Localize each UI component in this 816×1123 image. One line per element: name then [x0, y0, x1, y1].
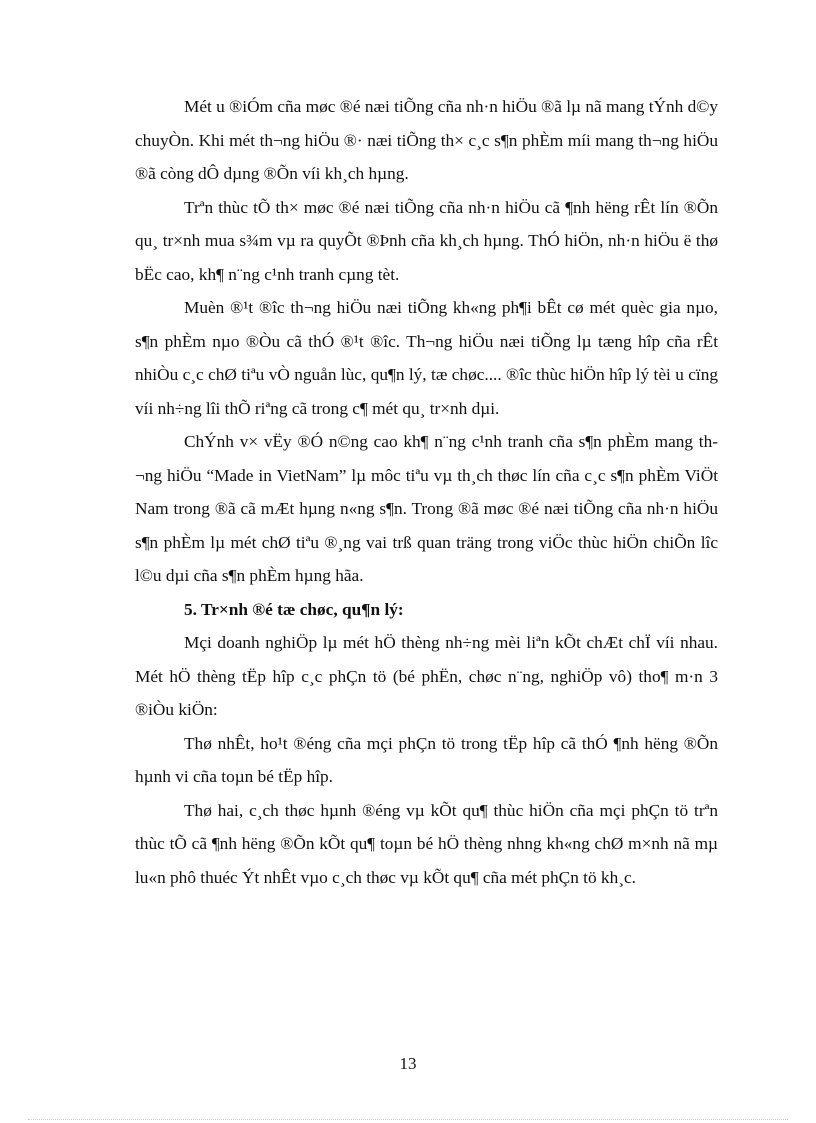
page-bottom-divider	[28, 1119, 788, 1120]
paragraph-4: ChÝnh v× vËy ®Ó n©ng cao kh¶ n¨ng c¹nh tranh cña s¶n phÈm mang th¬ng hiÖu “Made in VietNam” lµ môc tiªu vµ th¸ch thøc lín cña c¸c s¶n phÈm ViÖt Nam trong ®ã cã mÆt hµng n«ng s¶n. Trong ®ã møc ®é næi tiÕng cña nh·n hiÖu s¶n phÈm lµ mét chØ tiªu ®¸ng vai trß quan träng trong viÖc thùc hiÖn chiÕn lîc l©u dµi cña s¶n phÈm hµng hãa.	[135, 432, 718, 585]
paragraph-3: Muèn ®¹t ®îc th¬ng hiÖu næi tiÕng kh«ng ph¶i bÊt cø mét quèc gia nµo, s¶n phÈm nµo ®Òu cã thÓ ®¹t ®îc. Th¬ng hiÖu næi tiÕng lµ tæng hîp cña rÊt nhiÒu c¸c chØ tiªu vÒ nguån lùc, qu¶n lý, tæ chøc.... ®îc thùc hiÖn hîp lý tèi u cïng víi nh÷ng lîi thÕ riªng cã trong c¶ mét qu¸ tr×nh dµi.	[135, 298, 718, 418]
document-body	[135, 90, 718, 894]
page-number: 13	[399, 1054, 417, 1073]
paragraph-1: Mét u ®iÓm cña møc ®é næi tiÕng cña nh·n hiÖu ®ã lµ nã mang tÝnh d©y chuyÒn. Khi mét th¬ng hiÖu ®· næi tiÕng th× c¸c s¶n phÈm míi mang th¬ng hiÖu ®ã còng dÔ dµng ®Õn víi kh¸ch hµng.	[135, 97, 718, 183]
paragraph-2: Trªn thùc tÕ th× møc ®é næi tiÕng cña nh·n hiÖu cã ¶nh hëng rÊt lín ®Õn qu¸ tr×nh mua s¾m vµ ra quyÕt ®Þnh cña kh¸ch hµng. ThÓ hiÖn, nh·n hiÖu ë thø bËc cao, kh¶ n¨ng c¹nh tranh cµng tèt.	[135, 197, 718, 284]
section-paragraph-3: Thø hai, c¸ch thøc hµnh ®éng vµ kÕt qu¶ thùc hiÖn cña mçi phÇn tö trªn thùc tÕ cã ¶nh hëng ®Õn kÕt qu¶ toµn bé hÖ thèng nhng kh«ng chØ m×nh nã mµ lu«n phô thuéc Ýt nhÊt vµo c¸ch thøc vµ kÕt qu¶ cña mét phÇn tö kh¸c.	[135, 800, 718, 887]
section-paragraph-2: Thø nhÊt, ho¹t ®éng cña mçi phÇn tö trong tËp hîp cã thÓ ¶nh hëng ®Õn hµnh vi cña toµn bé tËp hîp.	[135, 733, 718, 786]
section-paragraph-1: Mçi doanh nghiÖp lµ mét hÖ thèng nh÷ng mèi liªn kÕt chÆt chÏ víi nhau. Mét hÖ thèng tËp hîp c¸c phÇn tö (bé phËn, chøc n¨ng, nghiÖp vô) tho¶ m·n 3 ®iÒu kiÖn:	[135, 633, 718, 719]
section-heading: 5. Tr×nh ®é tæ chøc, qu¶n lý:	[184, 599, 404, 619]
